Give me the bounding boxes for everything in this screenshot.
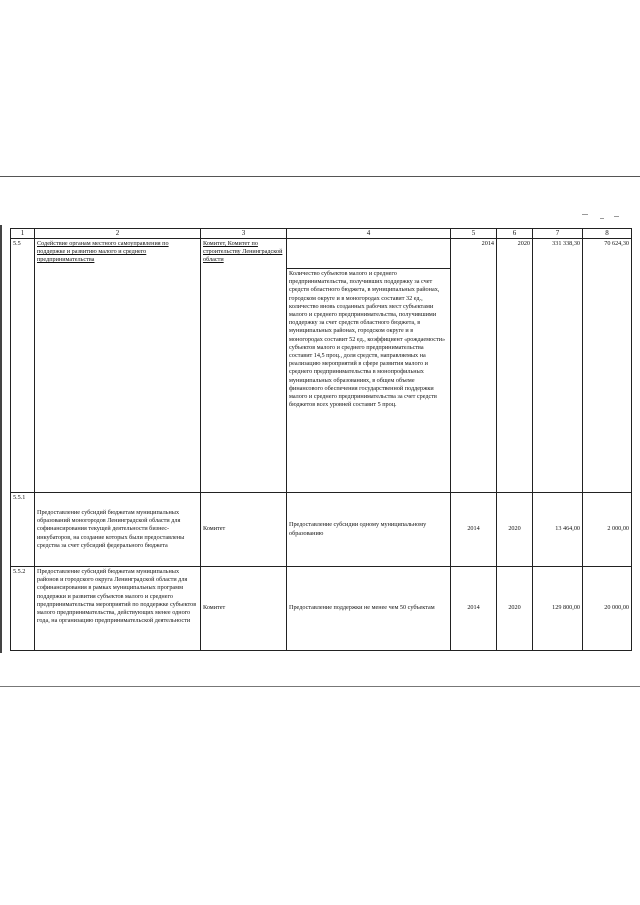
col-number-3: 3 [201, 229, 287, 239]
column-number-row [11, 229, 632, 239]
scan-speck [614, 216, 619, 217]
start-year: 2014 [451, 567, 497, 651]
col-number-2: 2 [35, 229, 201, 239]
expected-result-description: Количество субъектов малого и среднего предпринимательства, получивших поддержку за счет средств областного бюджета, в муниципальных районах, городском округе и в моногородах составит 32 ед., количество вновь созданных рабочих мест субъектами малого и среднего предпринимательства, получившими поддержку за счет средств областного бюджета, в муниципальных районах, городском округе и в моногородах составит 52 ед., коэффициент «рождаемости» субъектов малого и среднего предпринимательства составит 14,5 проц., доля средств, направляемых на реализацию мероприятий в сфере развития малого и среднего предпринимательства в монопрофильных муниципальных образованиях, в общем объеме финансового обеспечения государственной поддержки малого и среднего предпринимательства за счет средств бюджетов всех уровней составит 5 проц. [287, 269, 451, 493]
regional-budget-funding: 2 000,00 [583, 493, 632, 567]
start-year: 2014 [451, 493, 497, 567]
start-year: 2014 [451, 239, 497, 493]
activity-title: Предоставление субсидий бюджетам муниципальных образований моногородов Ленинградской области для софинансирования текущей деятельности бизнес-инкубаторов, на создание которых были предоставлены средства за счет субсидий федерального бюджета [35, 493, 201, 567]
col-number-6: 6 [497, 229, 533, 239]
row-number: 5.5 [11, 239, 35, 493]
row-number: 5.5.2 [11, 567, 35, 651]
program-activities-table [10, 228, 632, 651]
executor: Комитет, Комитет по строительству Ленинградской области [201, 239, 287, 493]
end-year: 2020 [497, 567, 533, 651]
activity-title: Предоставление субсидий бюджетам муниципальных районов и городского округа Ленинградской области для софинансирования в рамках муниципальных программ поддержки и развития субъектов малого и среднего предпринимательства мероприятий по поддержке субъектов малого предпринимательства, действующих менее одного года, на организацию предпринимательской деятельности [35, 567, 201, 651]
activity-title: Содействие органам местного самоуправления по поддержке и развитию малого и среднего предпринимательства [35, 239, 201, 493]
total-funding: 13 464,00 [533, 493, 583, 567]
col-number-1: 1 [11, 229, 35, 239]
end-year: 2020 [497, 239, 533, 493]
scan-speck [582, 214, 588, 215]
col-number-5: 5 [451, 229, 497, 239]
end-year: 2020 [497, 493, 533, 567]
program-table-sheet [10, 228, 632, 651]
expected-result [287, 239, 451, 269]
col-number-7: 7 [533, 229, 583, 239]
table-row-5-5-2 [11, 567, 632, 651]
executor: Комитет [201, 567, 287, 651]
scan-left-margin-mark [0, 225, 2, 653]
expected-result: Предоставление субсидии одному муниципальному образованию [287, 493, 451, 567]
table-row-5-5-1 [11, 493, 632, 567]
executor: Комитет [201, 493, 287, 567]
expected-result: Предоставление поддержки не менее чем 50 субъектам [287, 567, 451, 651]
total-funding: 129 800,00 [533, 567, 583, 651]
row-number: 5.5.1 [11, 493, 35, 567]
scan-border-bottom [0, 686, 640, 687]
col-number-8: 8 [583, 229, 632, 239]
col-number-4: 4 [287, 229, 451, 239]
regional-budget-funding: 20 000,00 [583, 567, 632, 651]
scan-border-top [0, 176, 640, 177]
regional-budget-funding: 70 624,30 [583, 239, 632, 493]
scan-speck [600, 218, 604, 219]
total-funding: 331 338,30 [533, 239, 583, 493]
table-row-5-5 [11, 239, 632, 269]
